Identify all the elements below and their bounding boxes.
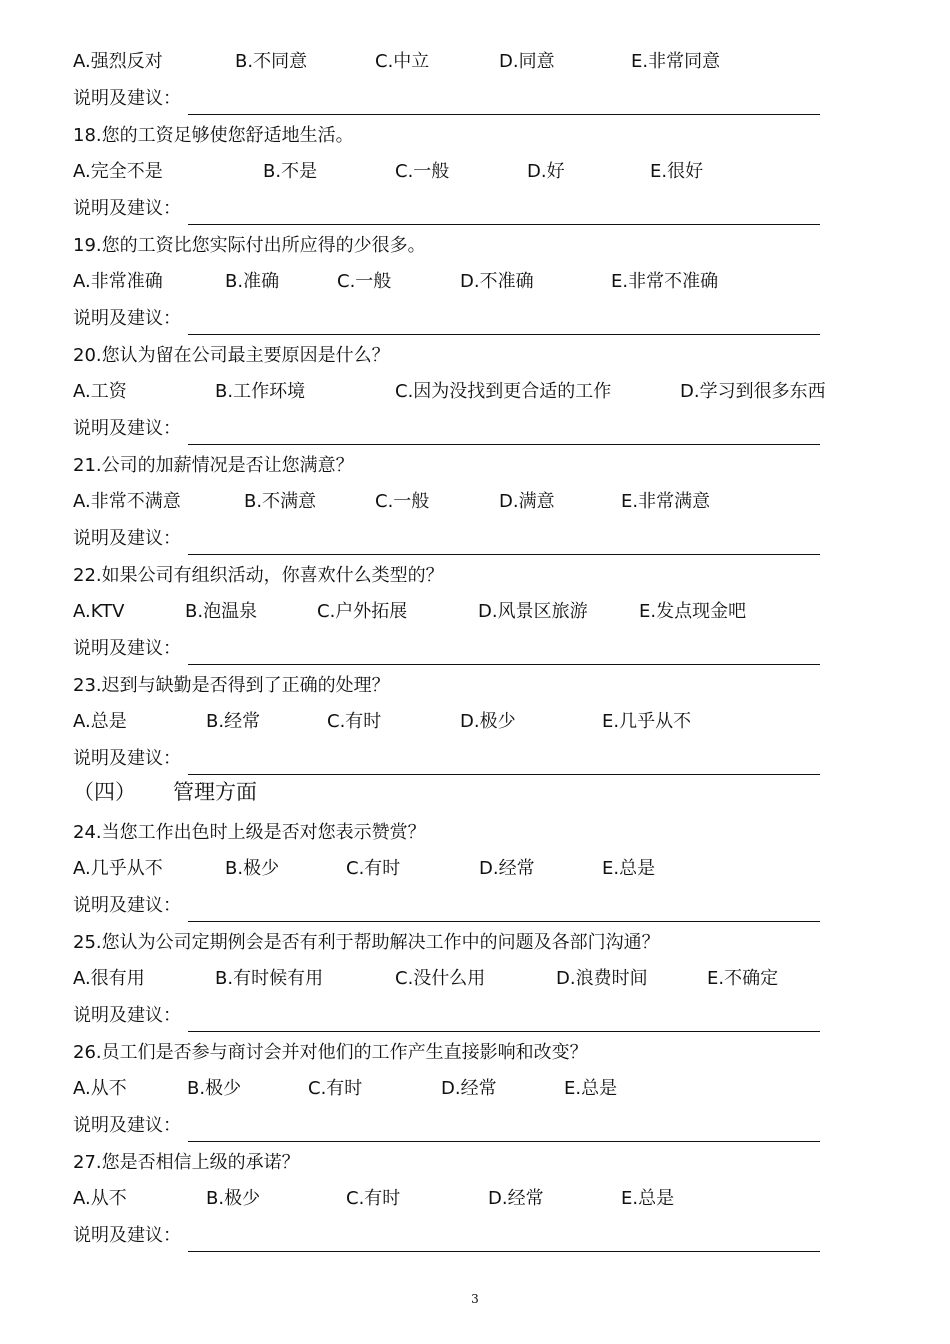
q24-option-d[interactable]: D.经常 (479, 858, 535, 879)
q25-option-c[interactable]: C.没什么用 (395, 968, 486, 989)
q26-question: 26.员工们是否参与商讨会并对他们的工作产生直接影响和改变？ (73, 1042, 588, 1063)
q20-option-a[interactable]: A.工资 (73, 381, 127, 402)
q20-option-d[interactable]: D.学习到很多东西 (680, 381, 826, 402)
q23-option-e[interactable]: E.几乎从不 (602, 711, 692, 732)
q24-question: 24.当您工作出色时上级是否对您表示赞赏？ (73, 822, 426, 843)
q18-option-d[interactable]: D.好 (527, 161, 565, 182)
q27-question: 27.您是否相信上级的承诺？ (73, 1152, 300, 1173)
q24-option-b[interactable]: B.极少 (225, 858, 280, 879)
q21-question: 21.公司的加薪情况是否让您满意？ (73, 455, 354, 476)
q22-note-label: 说明及建议： (73, 638, 181, 659)
q20-question: 20.您认为留在公司最主要原因是什么？ (73, 345, 390, 366)
q18-option-e[interactable]: E.很好 (650, 161, 704, 182)
q19-option-e[interactable]: E.非常不准确 (611, 271, 719, 292)
q27-option-c[interactable]: C.有时 (346, 1188, 401, 1209)
q23-note-input-line[interactable] (188, 774, 820, 775)
q23-option-c[interactable]: C.有时 (327, 711, 382, 732)
q23-question: 23.迟到与缺勤是否得到了正确的处理？ (73, 675, 390, 696)
q24-note-label: 说明及建议： (73, 895, 181, 916)
q21-option-e[interactable]: E.非常满意 (621, 491, 711, 512)
q21-note-input-line[interactable] (188, 554, 820, 555)
q21-note-label: 说明及建议： (73, 528, 181, 549)
q20-note-label: 说明及建议： (73, 418, 181, 439)
q21-option-b[interactable]: B.不满意 (244, 491, 317, 512)
q22-question: 22.如果公司有组织活动，你喜欢什么类型的？ (73, 565, 444, 586)
q26-option-c[interactable]: C.有时 (308, 1078, 363, 1099)
q19-option-c[interactable]: C.一般 (337, 271, 392, 292)
q17-option-b[interactable]: B.不同意 (235, 51, 308, 72)
q24-option-a[interactable]: A.几乎从不 (73, 858, 163, 879)
q21-option-a[interactable]: A.非常不满意 (73, 491, 181, 512)
q25-question: 25.您认为公司定期例会是否有利于帮助解决工作中的问题及各部门沟通？ (73, 932, 660, 953)
page-number: 3 (471, 1292, 479, 1306)
q22-option-a[interactable]: A.KTV (73, 601, 125, 622)
q19-note-label: 说明及建议： (73, 308, 181, 329)
q26-option-a[interactable]: A.从不 (73, 1078, 127, 1099)
q27-option-d[interactable]: D.经常 (488, 1188, 544, 1209)
q18-option-b[interactable]: B.不是 (263, 161, 318, 182)
q24-note-input-line[interactable] (188, 921, 820, 922)
q20-note-input-line[interactable] (188, 444, 820, 445)
q21-option-c[interactable]: C.一般 (375, 491, 430, 512)
q22-note-input-line[interactable] (188, 664, 820, 665)
q17-option-e[interactable]: E.非常同意 (631, 51, 721, 72)
q17-note-input-line[interactable] (188, 114, 820, 115)
q17-option-a[interactable]: A.强烈反对 (73, 51, 163, 72)
q27-option-b[interactable]: B.极少 (206, 1188, 261, 1209)
q25-option-b[interactable]: B.有时候有用 (215, 968, 324, 989)
q22-option-c[interactable]: C.户外拓展 (317, 601, 408, 622)
q26-option-e[interactable]: E.总是 (564, 1078, 618, 1099)
q19-option-d[interactable]: D.不准确 (460, 271, 534, 292)
q25-option-e[interactable]: E.不确定 (707, 968, 779, 989)
q17-option-c[interactable]: C.中立 (375, 51, 430, 72)
q19-option-a[interactable]: A.非常准确 (73, 271, 163, 292)
q26-note-input-line[interactable] (188, 1141, 820, 1142)
section-number: （四） (73, 780, 136, 804)
section-title: 管理方面 (173, 780, 257, 804)
q23-option-b[interactable]: B.经常 (206, 711, 261, 732)
q25-note-label: 说明及建议： (73, 1005, 181, 1026)
q18-option-c[interactable]: C.一般 (395, 161, 450, 182)
q25-option-d[interactable]: D.浪费时间 (556, 968, 648, 989)
q23-option-d[interactable]: D.极少 (460, 711, 516, 732)
section-heading (73, 778, 257, 806)
q26-option-b[interactable]: B.极少 (187, 1078, 242, 1099)
q20-option-c[interactable]: C.因为没找到更合适的工作 (395, 381, 612, 402)
q18-note-label: 说明及建议： (73, 198, 181, 219)
q27-note-input-line[interactable] (188, 1251, 820, 1252)
q19-question: 19.您的工资比您实际付出所应得的少很多。 (73, 235, 426, 256)
q23-note-label: 说明及建议： (73, 748, 181, 769)
q21-option-d[interactable]: D.满意 (499, 491, 555, 512)
q26-option-d[interactable]: D.经常 (441, 1078, 497, 1099)
q23-option-a[interactable]: A.总是 (73, 711, 127, 732)
q26-note-label: 说明及建议： (73, 1115, 181, 1136)
q20-option-b[interactable]: B.工作环境 (215, 381, 306, 402)
q25-note-input-line[interactable] (188, 1031, 820, 1032)
q27-note-label: 说明及建议： (73, 1225, 181, 1246)
q17-option-d[interactable]: D.同意 (499, 51, 555, 72)
q19-note-input-line[interactable] (188, 334, 820, 335)
q27-option-e[interactable]: E.总是 (621, 1188, 675, 1209)
q24-option-c[interactable]: C.有时 (346, 858, 401, 879)
q18-option-a[interactable]: A.完全不是 (73, 161, 163, 182)
q27-option-a[interactable]: A.从不 (73, 1188, 127, 1209)
q22-option-b[interactable]: B.泡温泉 (185, 601, 258, 622)
q18-question: 18.您的工资足够使您舒适地生活。 (73, 125, 354, 146)
q22-option-e[interactable]: E.发点现金吧 (639, 601, 747, 622)
q18-note-input-line[interactable] (188, 224, 820, 225)
q24-option-e[interactable]: E.总是 (602, 858, 656, 879)
q17-note-label: 说明及建议： (73, 88, 181, 109)
q22-option-d[interactable]: D.风景区旅游 (478, 601, 588, 622)
q25-option-a[interactable]: A.很有用 (73, 968, 145, 989)
q19-option-b[interactable]: B.准确 (225, 271, 280, 292)
